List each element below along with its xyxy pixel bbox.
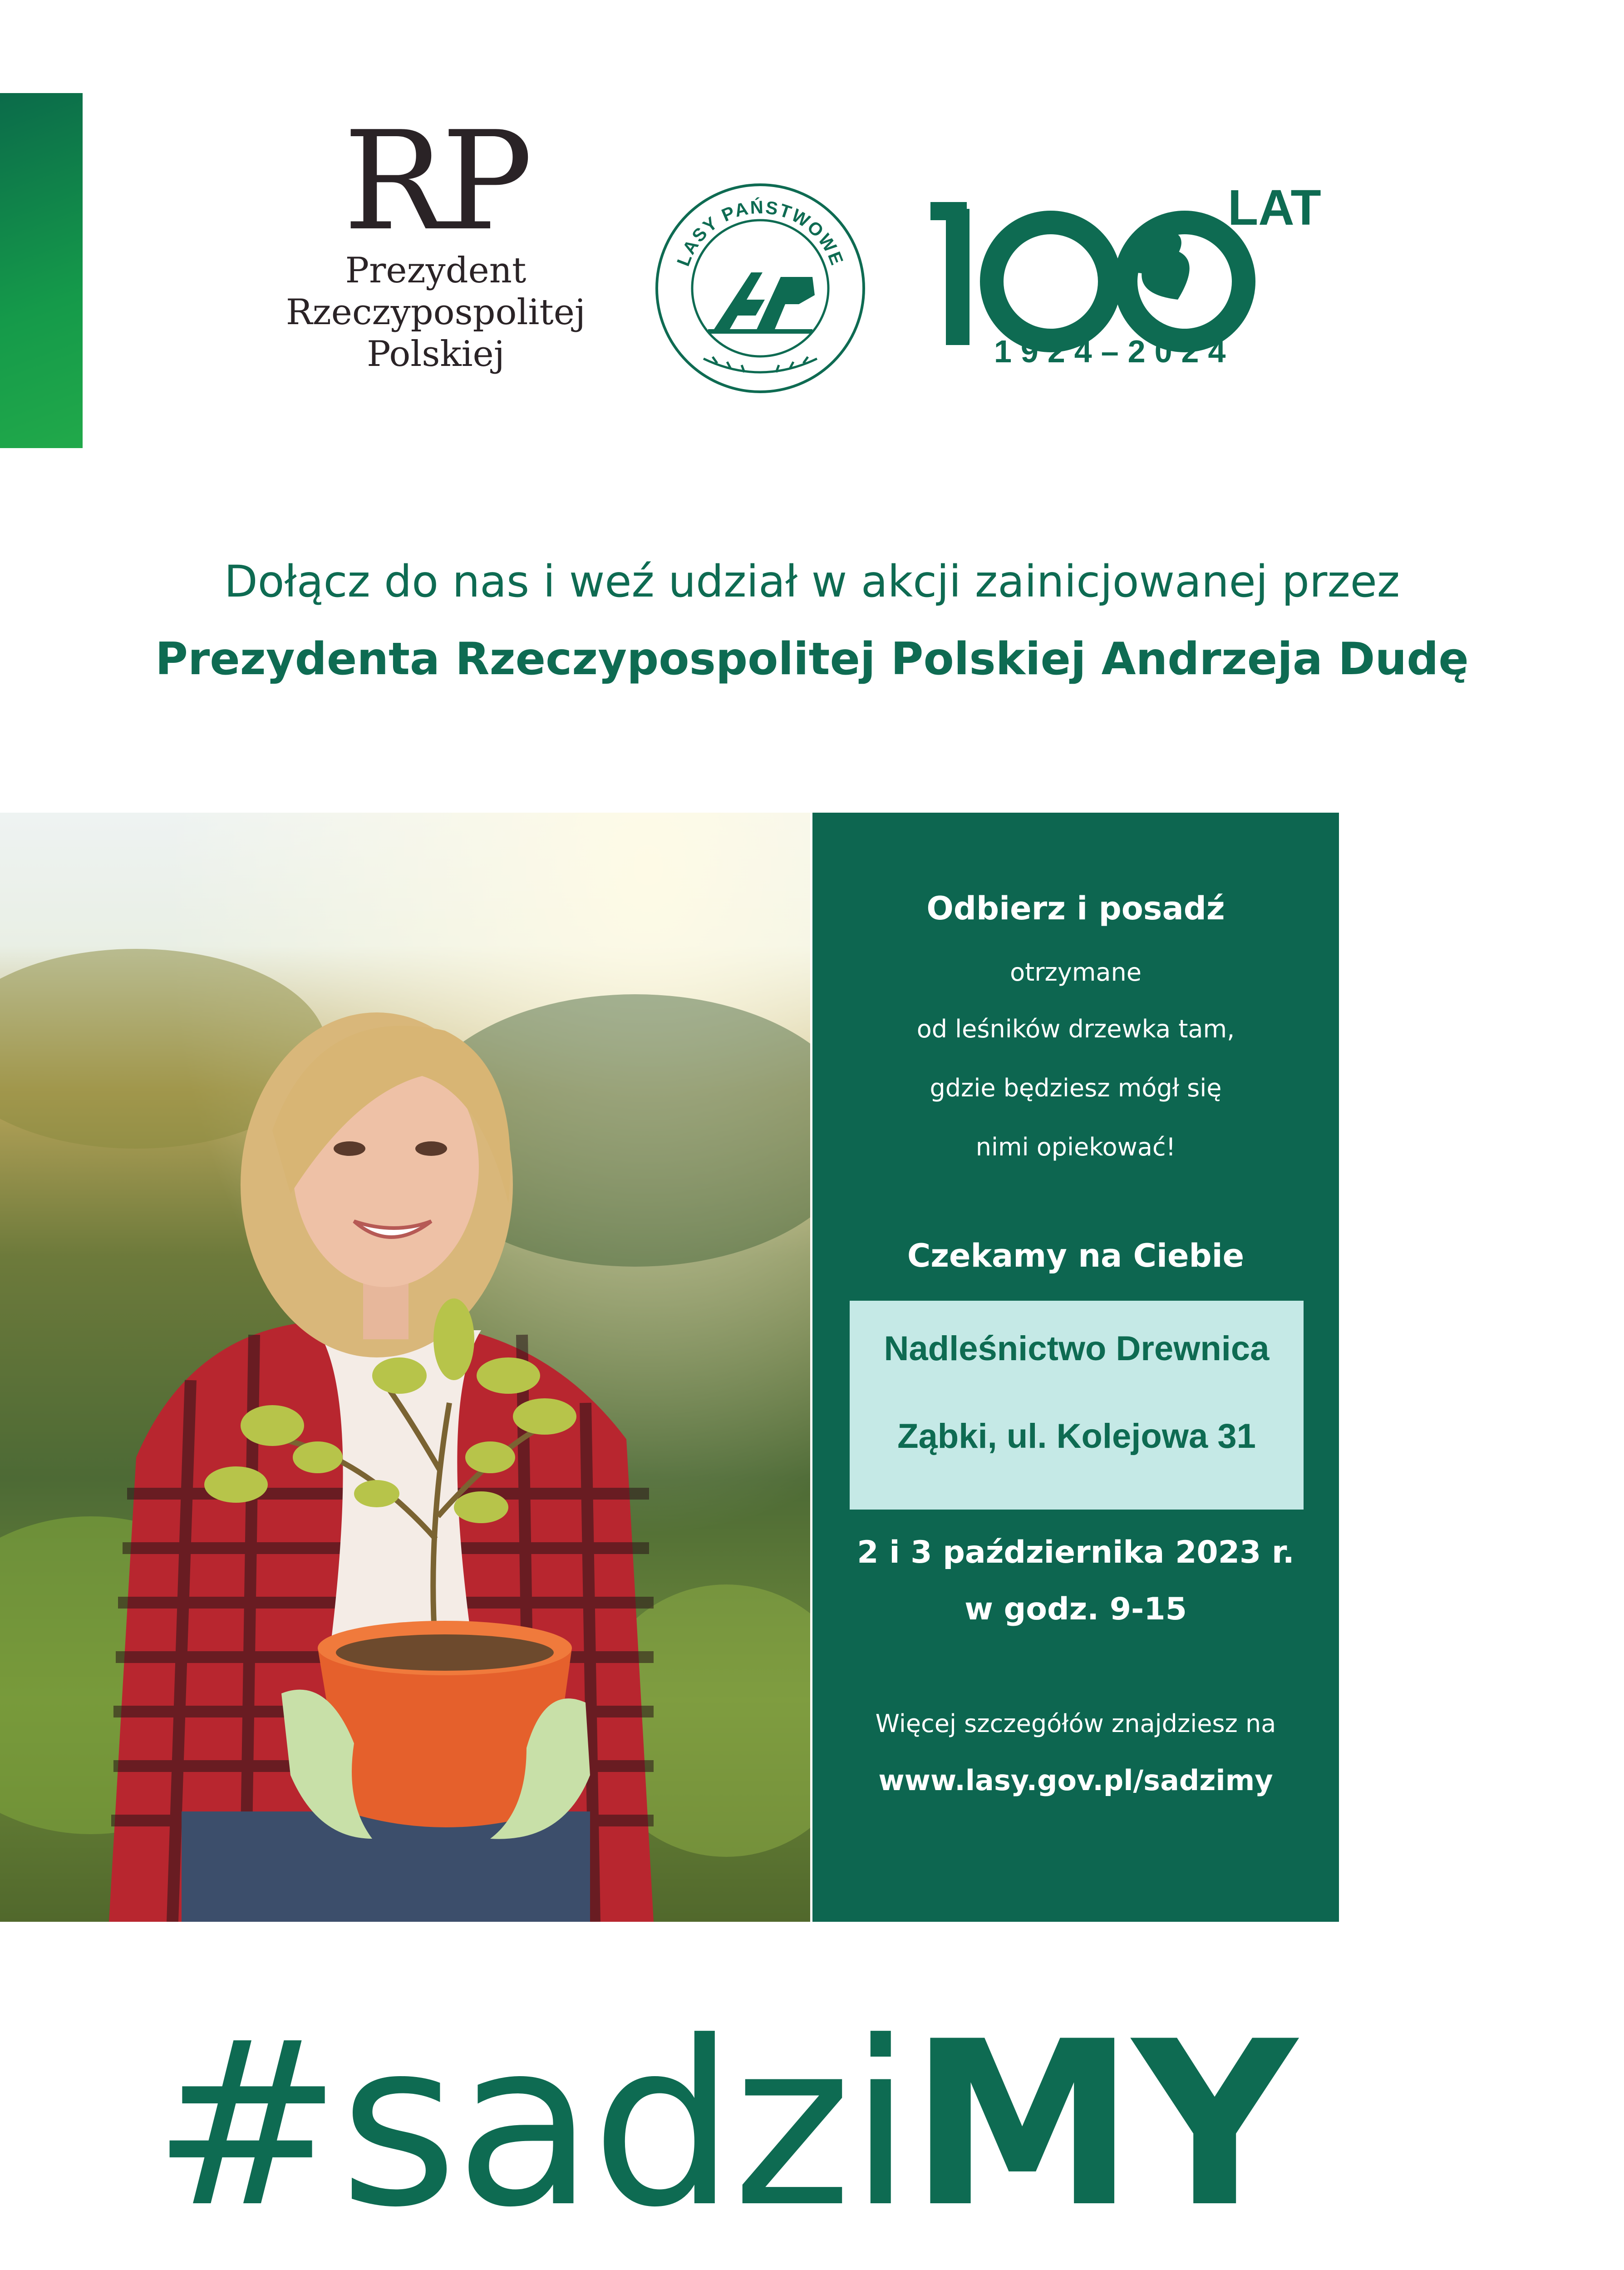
address-box: [850, 1301, 1304, 1510]
forest-district-name: Nadleśnictwo Drewnica: [884, 1329, 1270, 1368]
lat-label: LAT: [1228, 182, 1321, 236]
panel-body-3: gdzie będziesz mógł się: [930, 1074, 1222, 1102]
website-link[interactable]: www.lasy.gov.pl/sadzimy: [878, 1764, 1273, 1797]
side-accent-bar: [0, 93, 83, 448]
campaign-hashtag: [152, 1993, 1294, 2257]
intro-line-1: Dołącz do nas i weź udział w akcji zainicjowanej przez: [224, 556, 1400, 607]
address-text: Ząbki, ul. Kolejowa 31: [897, 1417, 1256, 1456]
centenary-logo: [930, 182, 1339, 372]
more-info-text: Więcej szczegółów znajdziesz na: [875, 1709, 1276, 1738]
years-label: 1924–2024: [994, 334, 1235, 369]
centenary-100-mark: [958, 209, 1244, 345]
president-logo: [254, 102, 617, 375]
panel-body-1: otrzymane: [1010, 958, 1142, 987]
rp-line-2: Rzeczypospolitej: [285, 292, 586, 333]
rp-monogram: RP: [343, 102, 528, 261]
event-date: 2 i 3 października 2023 r.: [857, 1535, 1294, 1570]
lp-emblem-icon: [708, 272, 815, 334]
panel-body-2: od leśników drzewka tam,: [916, 1015, 1235, 1043]
event-hours: w godz. 9-15: [965, 1591, 1187, 1627]
intro-line-2: Prezydenta Rzeczypospolitej Polskiej Andrzeja Dudę: [155, 633, 1469, 685]
lasy-panstwowe-logo: [654, 182, 867, 395]
hashtag-part-2: MY: [909, 1993, 1294, 2257]
panel-body-4: nimi opiekować!: [975, 1133, 1176, 1161]
oak-leaves-icon: [704, 357, 817, 372]
hashtag-part-1: #sadzi: [152, 1993, 910, 2257]
panel-heading: Odbierz i posadź: [926, 890, 1225, 927]
woman-with-sapling-photo: [0, 813, 810, 1922]
rp-line-3: Polskiej: [367, 334, 505, 375]
rp-line-1: Prezydent: [345, 250, 527, 291]
panel-waiting: Czekamy na Ciebie: [907, 1237, 1245, 1274]
lasy-arc-text: LASY PAŃSTWOWE: [673, 197, 847, 269]
event-info-panel: [812, 813, 1339, 1922]
